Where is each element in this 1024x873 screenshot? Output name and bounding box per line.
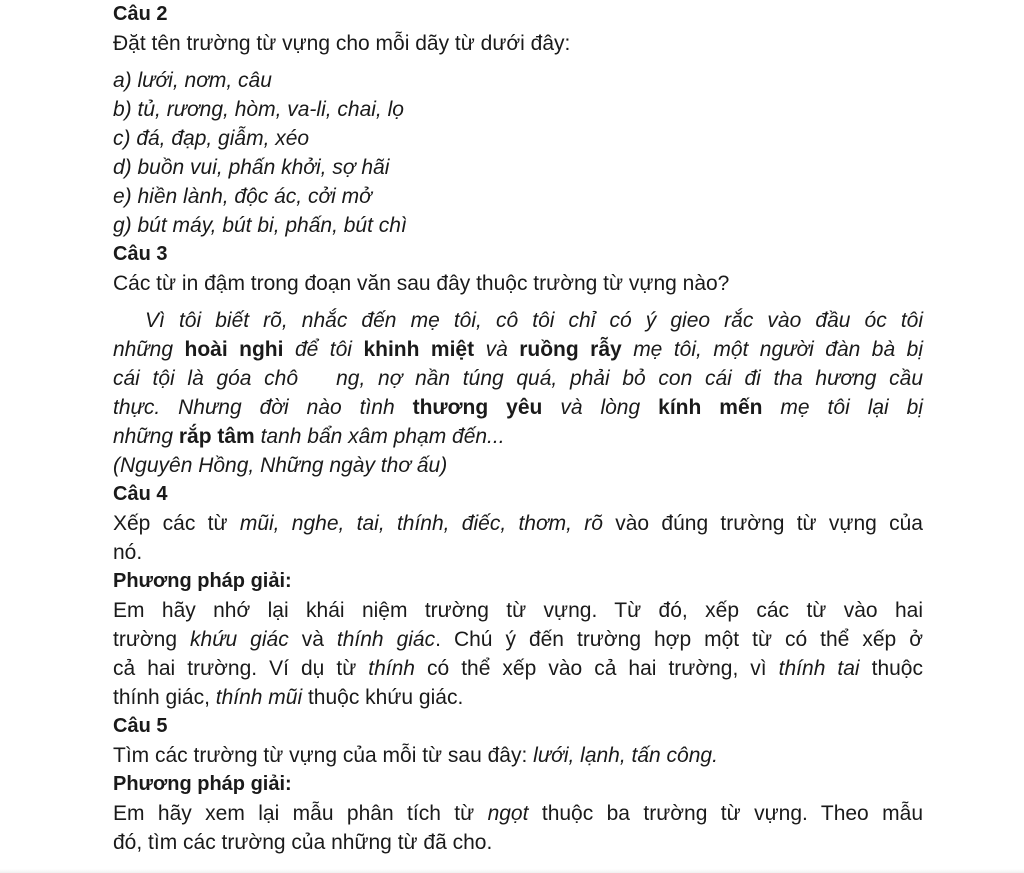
question-4-prompt: Xếp các từ mũi, nghe, tai, thính, điếc, thơm, rõ vào đúng trường từ vựng của (113, 512, 923, 535)
question-4-method-line-4: thính giác, thính mũi thuộc khứu giác. (113, 686, 464, 709)
question-4-title: Câu 4 (113, 483, 168, 505)
page-bottom-edge (0, 869, 1024, 873)
bold-word-kinh-men: kính mến (658, 396, 763, 419)
question-2-item-g: g) bút máy, bút bi, phấn, bút chì (113, 214, 407, 237)
question-3-passage (113, 306, 923, 480)
question-2-title: Câu 2 (113, 3, 168, 25)
passage-line-2: những hoài nghi để tôi khinh miệt và ruồng rẫy mẹ tôi, một người đàn bà bị (113, 338, 923, 361)
question-5-method-title: Phương pháp giải: (113, 773, 292, 795)
question-3-title: Câu 3 (113, 243, 168, 265)
passage-line-4: thực. Nhưng đời nào tình thương yêu và lòng kính mến mẹ tôi lại bị (113, 396, 924, 419)
question-4-prompt-end: nó. (113, 541, 143, 564)
question-2-item-b: b) tủ, rương, hòm, va-li, chai, lọ (113, 98, 404, 121)
question-4-method-line-3: cả hai trường. Ví dụ từ thính có thể xếp vào cả hai trường, vì thính tai thuộc (113, 657, 923, 680)
question-5-method-line-1: Em hãy xem lại mẫu phân tích từ ngọt thuộc ba trường từ vựng. Theo mẫu (113, 802, 923, 825)
bold-word-ruong-ray: ruồng rẫy (519, 338, 622, 361)
bold-word-thuong-yeu: thương yêu (412, 396, 543, 419)
question-4-method-line-2: trường khứu giác và thính giác. Chú ý đến trường hợp một từ có thể xếp ở (113, 628, 923, 651)
question-2-prompt: Đặt tên trường từ vựng cho mỗi dãy từ dưới đây: (113, 32, 571, 55)
question-4-method-title: Phương pháp giải: (113, 570, 292, 592)
passage-line-1: Vì tôi biết rõ, nhắc đến mẹ tôi, cô tôi chỉ có ý gieo rắc vào đầu óc tôi (145, 309, 923, 332)
passage-source: (Nguyên Hồng, Những ngày thơ ấu) (113, 454, 448, 477)
question-3-prompt: Các từ in đậm trong đoạn văn sau đây thuộc trường từ vựng nào? (113, 272, 730, 295)
document-content (113, 0, 923, 857)
question-2-item-d: d) buồn vui, phấn khởi, sợ hãi (113, 156, 390, 179)
question-2-item-c: c) đá, đạp, giẫm, xéo (113, 127, 310, 150)
question-4-method-line-1: Em hãy nhớ lại khái niệm trường từ vựng. Từ đó, xếp các từ vào hai (113, 599, 923, 622)
bold-word-rap-tam: rắp tâm (178, 425, 255, 448)
question-5-title: Câu 5 (113, 715, 168, 737)
passage-line-5: những rắp tâm tanh bẩn xâm phạm đến... (113, 425, 505, 448)
bold-word-khinh-miet: khinh miệt (363, 338, 475, 361)
passage-line-3: cái tội là góa chô ng, nợ nần túng quá, phải bỏ con cái đi tha hương cầu (113, 367, 923, 390)
question-2-item-a: a) lưới, nơm, câu (113, 69, 272, 92)
question-5-prompt: Tìm các trường từ vựng của mỗi từ sau đây: lưới, lạnh, tấn công. (113, 744, 718, 767)
question-5-method-line-2: đó, tìm các trường của những từ đã cho. (113, 831, 493, 854)
bold-word-hoai-nghi: hoài nghi (184, 338, 284, 361)
question-2-item-e: e) hiền lành, độc ác, cởi mở (113, 185, 372, 208)
